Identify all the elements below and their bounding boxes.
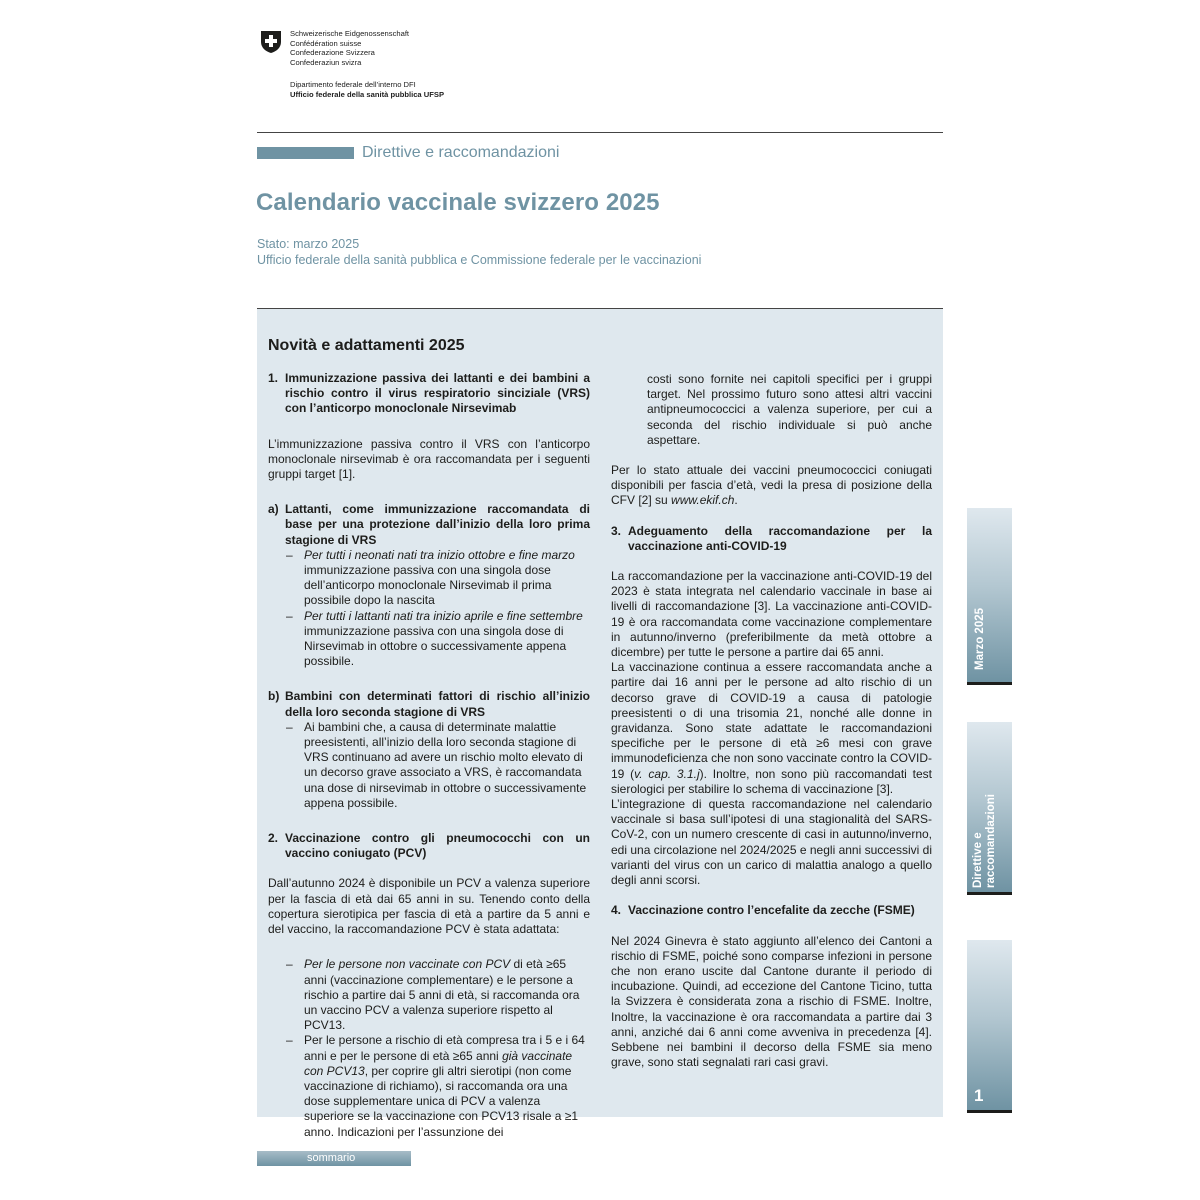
swiss-cross-icon <box>260 30 282 54</box>
list-item-emphasis: Per le persone non vaccinate con PCV <box>304 957 511 972</box>
list-item-emphasis: Per tutti i lattanti nati tra inizio aprile e fine settembre <box>304 608 583 623</box>
section-3-paragraph: L’integrazione di questa raccomandazione nel calendario vaccinale si basa sull’ipotesi di una stagionalità del SARS-CoV-2, con un numero crescente di casi in autunno/inverno, edi una circolazione nel 2024/2025 e negli anni successivi di varianti del virus con un carico di malattia analogo a quello degli anni scorsi. <box>611 797 932 888</box>
ekif-link[interactable]: www.ekif.ch <box>671 493 735 508</box>
right-column <box>611 372 932 1070</box>
subsection-letter: a) <box>268 502 279 517</box>
list-item-emphasis: già vaccinate con PCV13 <box>304 1048 573 1078</box>
pcv-note-text: Per lo stato attuale dei vaccini pneumococcici coniugati disponibili per fascia d’età, vedi la presa di posizione della CFV [2] su <box>611 463 932 508</box>
chapter-reference: v. cap. 3.1.j <box>634 766 700 781</box>
confederation-name-it: Confederazione Svizzera <box>290 48 375 58</box>
section-title: Immunizzazione passiva dei lattanti e dei bambini a rischio contro il virus respiratorio sinciziale (VRS) con l’anticorpo monoclonale Nirsevimab <box>285 371 590 416</box>
section-2-heading <box>268 831 590 861</box>
subsection-title: Lattanti, come immunizzazione raccomandata di base per una protezione dall’inizio della loro prima stagione di VRS <box>285 502 590 547</box>
page-number: 1 <box>974 1086 984 1105</box>
sommario-button[interactable]: sommario <box>257 1151 411 1166</box>
subsection-letter: b) <box>268 689 280 704</box>
section-number: 3. <box>611 523 622 538</box>
tab-section-label: Direttive e raccomandazioni <box>972 794 997 888</box>
subsection-a-heading <box>268 502 590 548</box>
section-2-intro: Dall’autunno 2024 è disponibile un PCV a valenza superiore per la fascia di età dai 65 anni in su. Tenendo conto della copertura sierotipica per fascia di età a partire da 5 anni e del vaccino, la raccomandazione PCV è stata adattata: <box>268 876 590 937</box>
authors-line: Ufficio federale della sanità pubblica e Commissione federale per le vaccinazioni <box>257 252 702 267</box>
list-item: – Per tutti i neonati nati tra inizio ottobre e fine marzo immunizzazione passiva con una singola dose dell’anticorpo monoclonale Nirsevimab il prima possibile dopo la nascita <box>286 547 575 608</box>
department-name: Dipartimento federale dell’interno DFI <box>290 80 416 89</box>
section-4-heading <box>611 903 932 918</box>
list-item-text: di età ≥65 anni (vaccinazione complementare) e le persone a rischio a partire dai 5 anni di età, si raccomanda ora un vaccino PCV a valenza superiore rispetto al PCV13. <box>304 957 580 1033</box>
section-title: Vaccinazione contro gli pneumococchi con un vaccino coniugato (PCV) <box>285 831 590 861</box>
section-3-paragraph: La raccomandazione per la vaccinazione anti-COVID-19 del 2023 è stata integrata nel calendario vaccinale in base ai livelli di raccomandazione [3]. La vaccinazione anti-COVID-19 è ora raccomandata come vaccinazione complementare in autunno/inverno (preferibilmente da metà ottobre a dicembre) per tutte le persone a partire dai 65 anni. <box>611 569 932 660</box>
left-column <box>268 371 590 1140</box>
list-item-text: immunizzazione passiva con una singola dose dell’anticorpo monoclonale Nirsevimab il prima possibile dopo la nascita <box>304 563 552 608</box>
section-3-heading <box>611 524 932 554</box>
confederation-names <box>290 29 409 67</box>
list-item-emphasis: Per tutti i neonati nati tra inizio ottobre e fine marzo <box>304 547 575 562</box>
list-item: – Per le persone non vaccinate con PCV di età ≥65 anni (vaccinazione complementare) e le persone a rischio a partire dai 5 anni di età, si raccomanda ora un vaccino PCV a valenza superiore rispetto al PCV13. <box>286 957 580 1033</box>
page-title: Calendario vaccinale svizzero 2025 <box>256 189 660 216</box>
office-name: Ufficio federale della sanità pubblica UFSP <box>290 89 445 99</box>
subsection-b-heading <box>268 689 590 719</box>
subsection-title: Bambini con determinati fattori di rischio all’inizio della loro seconda stagione di VRS <box>285 689 590 719</box>
list-item-text: immunizzazione passiva con una singola dose di Nirsevimab in ottobre o successivamente appena possibile. <box>304 623 567 669</box>
panel-heading: Novità e adattamenti 2025 <box>268 337 465 354</box>
list-item-text: , per coprire gli altri sierotipi (non come vaccinazione di richiamo), si raccomanda ora una dose supplementare unica di PCV a valenza superiore se la vaccinazione con PCV13 risale a ≥1 anno. Indicazioni per l’assunzione dei <box>304 1063 579 1139</box>
section-4-paragraph: Nel 2024 Ginevra è stato aggiunto all’elenco dei Cantoni a rischio di FSME, poiché sono comparse infezioni in persone che non erano uscite dal Cantone durante il periodo di incubazione. Quindi, ad eccezione del Cantone Ticino, tutta la Svizzera è considerata zona a rischio di FSME. Inoltre, Inoltre, la vaccinazione è ora raccomandata a partire dai 3 anni, anziché dai 6 anni come avveniva in precedenza [4]. Sebbene nei bambini il decorso della FSME sia meno grave, sono stati segnalati rari casi gravi. <box>611 933 932 1070</box>
confederation-name-de: Schweizerische Eidgenossenschaft <box>290 29 410 38</box>
tab-page[interactable] <box>967 940 1012 1110</box>
department-block <box>290 80 444 99</box>
list-item: – Per le persone a rischio di età compresa tra i 5 e i 64 anni e per le persone di età ≥65 anni già vaccinate con PCV13, per coprire gli altri sierotipi (non come vaccinazione di richiamo), si raccomanda ora una dose supplementare unica di PCV a valenza superiore se la vaccinazione con PCV13 risale a ≥1 anno. Indicazioni per l’assunzione dei <box>286 1033 585 1139</box>
list-item-continuation: costi sono fornite nei capitoli specifici per i gruppi target. Nel prossimo futuro sono attesi altri vaccini antipneumococcici a valenza superiore, per cui a seconda del rischio individuale si può anche aspettare. <box>647 372 932 447</box>
status-line: Stato: marzo 2025 <box>257 237 360 251</box>
section-label: Direttive e raccomandazioni <box>362 144 560 161</box>
pcv-note: Per lo stato attuale dei vaccini pneumococcici coniugati disponibili per fascia d’età, vedi la presa di posizione della CFV [2] su www.ekif.ch. <box>611 463 932 508</box>
confederation-name-fr: Confédération suisse <box>290 38 362 48</box>
section-title: Adeguamento della raccomandazione per la vaccinazione anti-COVID-19 <box>628 523 932 553</box>
header-divider <box>257 132 943 133</box>
document-meta <box>257 237 701 268</box>
list-item-text: Per le persone a rischio di età compresa tra i 5 e i 64 anni e per le persone di età ≥65 anni <box>304 1033 585 1063</box>
section-1-intro: L’immunizzazione passiva contro il VRS con l’anticorpo monoclonale nirsevimab è ora raccomandata per i seguenti gruppi target [1]. <box>268 436 590 482</box>
section-band <box>257 147 354 159</box>
section-1-heading <box>268 371 590 417</box>
section-number: 4. <box>611 903 622 918</box>
section-3-paragraph: La vaccinazione continua a essere raccomandata anche a partire dai 16 anni per le persone ad alto rischio di un decorso grave di COVID-19 a causa di patologie preesistenti o di una trisomia 21, nonché alle donne in gravidanza. Sono state adattate le raccomandazioni specifiche per le persone di età ≥6 mesi con grave immunodeficienza che non sono vaccinate contro la COVID-19 (v. cap. 3.1.j). Inoltre, non sono più raccomandati test sierologici per stabilire lo schema di vaccinazione [3]. <box>611 660 932 796</box>
confederation-name-rm: Confederaziun svizra <box>290 57 362 67</box>
list-item: – Ai bambini che, a causa di determinate malattie preesistenti, all’inizio della loro seconda stagione di VRS continuano ad avere un rischio molto elevato di un decorso grave associato a VRS, è raccomandata una dose di nirsevimab in ottobre o successivamente appena possibile. <box>268 720 590 811</box>
tab-date-label: Marzo 2025 <box>974 607 986 670</box>
section-title: Vaccinazione contro l’encefalite da zecche (FSME) <box>628 903 915 918</box>
list-item: – Per tutti i lattanti nati tra inizio aprile e fine settembre immunizzazione passiva con una singola dose di Nirsevimab in ottobre o successivamente appena possibile. <box>286 608 583 669</box>
list-item-text: Ai bambini che, a causa di determinate malattie preesistenti, all’inizio della loro seconda stagione di VRS continuano ad avere un rischio molto elevato di un decorso grave associato a VRS, è raccomandata una dose di nirsevimab in ottobre o successivamente appena possibile. <box>304 719 587 810</box>
section-number: 1. <box>268 371 279 385</box>
section-number: 2. <box>268 831 279 846</box>
